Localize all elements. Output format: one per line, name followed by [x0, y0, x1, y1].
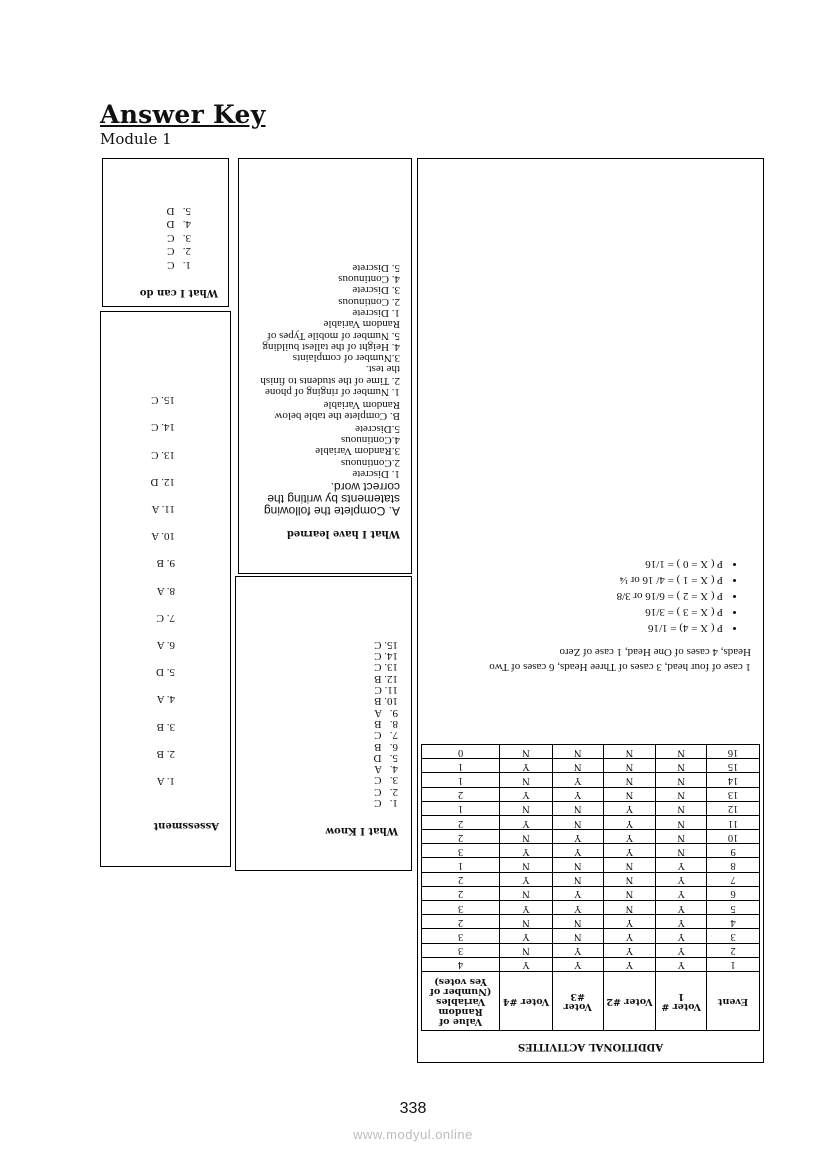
list-item: 5. Number of mobile Types of Random Variable — [264, 318, 400, 342]
answer-item: 1. C — [167, 259, 191, 271]
table-cell: N — [500, 745, 553, 759]
answer-item: 8. B — [374, 717, 398, 730]
answer-item: 3. C — [167, 232, 191, 244]
assessment-heading: Assessment — [153, 820, 219, 831]
table-row — [422, 745, 760, 759]
table-cell: N — [552, 801, 603, 815]
list-item: 2. Continuous — [338, 295, 400, 308]
answer-item: 5. D — [373, 751, 398, 764]
answer-item: 15. C — [374, 638, 398, 651]
table-cell: Y — [603, 844, 656, 858]
part-a-list — [315, 423, 400, 479]
list-item: 4. Height of the tallest building — [262, 340, 400, 353]
table-cell: Y — [656, 886, 707, 900]
table-cell: Y — [500, 872, 553, 886]
table-cell: N — [552, 745, 603, 759]
table-cell: N — [603, 745, 656, 759]
table-cell: N — [603, 787, 656, 801]
table-cell: 2 — [422, 915, 500, 929]
table-cell: 10 — [707, 830, 760, 844]
table-cell: Y — [656, 901, 707, 915]
table-cell: Y — [500, 929, 553, 943]
table-cell: N — [656, 815, 707, 829]
table-cell: Y — [552, 844, 603, 858]
part-b-intro: B. Complete the table below Random Variable — [274, 398, 400, 422]
answer-item: 3. B — [156, 720, 175, 733]
table-cell: 1 — [422, 773, 500, 787]
answer-item: 7. C — [156, 611, 175, 624]
table-cell: N — [552, 929, 603, 943]
answer-item: 1. C — [374, 797, 398, 809]
table-cell: 3 — [422, 929, 500, 943]
table-cell: N — [656, 801, 707, 815]
table-cell: N — [603, 773, 656, 787]
table-cell: 1 — [422, 858, 500, 872]
what-i-have-learned-box — [238, 158, 412, 574]
probability-item: • P ( X = 3 ) = 3/16 — [617, 604, 723, 620]
list-item: 4.Continuous — [341, 434, 400, 447]
probability-item: • P ( X = 0 ) = 1/16 — [617, 556, 723, 572]
table-row — [422, 830, 760, 844]
table-cell: Y — [500, 957, 553, 971]
table-header-cell: Event — [707, 972, 760, 1031]
answer-item: 2. B — [156, 747, 175, 760]
assessment-box — [100, 311, 231, 867]
answer-item: 12. D — [150, 475, 175, 488]
assessment-list — [151, 386, 175, 794]
answer-item: 7. C — [374, 729, 398, 742]
table-cell: Y — [603, 943, 656, 957]
answer-item: 12. B — [374, 672, 398, 685]
table-cell: 2 — [707, 943, 760, 957]
probability-item: • P ( X = 1 ) = 4/ 16 or ¼ — [617, 572, 723, 588]
table-header-cell: Voter #4 — [500, 972, 553, 1031]
table-cell: Y — [656, 915, 707, 929]
answer-item: 2. C — [374, 785, 398, 798]
table-cell: Y — [603, 957, 656, 971]
table-row — [422, 872, 760, 886]
answer-item: 1. A — [156, 775, 175, 787]
answer-item: 4. D — [166, 218, 191, 231]
table-cell: N — [500, 801, 553, 815]
answer-item: 10. A — [151, 530, 175, 543]
table-cell: 4 — [422, 957, 500, 971]
table-cell: N — [656, 745, 707, 759]
table-row — [422, 801, 760, 815]
table-cell: Y — [552, 773, 603, 787]
table-cell: Y — [500, 787, 553, 801]
answer-item: 4. A — [374, 763, 398, 776]
table-row — [422, 815, 760, 829]
answer-item: 11. A — [151, 502, 175, 515]
table-cell: Y — [500, 844, 553, 858]
table-cell: 2 — [422, 872, 500, 886]
what-i-know-box — [235, 576, 412, 871]
table-cell: 3 — [422, 901, 500, 915]
table-cell: Y — [603, 830, 656, 844]
probability-item: • P ( X = 4) = 1/16 — [617, 620, 723, 636]
table-row — [422, 901, 760, 915]
answer-item: 14. C — [374, 650, 398, 663]
answer-item: 13. C — [151, 448, 175, 461]
table-cell: 13 — [707, 787, 760, 801]
additional-activities-heading: ADDITIONAL ACTIVITIES — [517, 1041, 664, 1052]
table-cell: 2 — [422, 787, 500, 801]
table-header-cell: Voter # 1 — [656, 972, 707, 1031]
table-cell: N — [500, 915, 553, 929]
list-item: 1. Discrete — [352, 468, 400, 480]
table-cell: 15 — [707, 759, 760, 773]
probability-list — [617, 556, 723, 636]
table-cell: Y — [656, 858, 707, 872]
table-cell: N — [603, 858, 656, 872]
table-cell: N — [603, 872, 656, 886]
voting-table — [421, 744, 760, 1031]
table-cell: N — [552, 872, 603, 886]
answer-item: 11. C — [374, 684, 398, 697]
page-subtitle: Module 1 — [100, 130, 172, 148]
list-item: 5. Discrete — [352, 261, 400, 274]
table-row — [422, 957, 760, 971]
list-item: 1. Number of ringing of phone — [264, 386, 400, 398]
table-cell: Y — [603, 801, 656, 815]
table-cell: N — [552, 759, 603, 773]
answer-item: 5. D — [156, 666, 175, 679]
answer-item: 14. C — [151, 421, 175, 434]
summary-text: 1 case of four head, 3 cases of Three Heads, 6 cases of Two Heads, 4 cases of One Head, 1 case of Zero — [489, 646, 751, 673]
table-cell: Y — [656, 943, 707, 957]
table-cell: Y — [603, 915, 656, 929]
list-item: 1. Discrete — [352, 306, 400, 319]
table-cell: N — [656, 830, 707, 844]
probability-item: • P ( X = 2 ) = 6/16 or 3/8 — [617, 588, 723, 604]
table-header-cell: Value of Random Variables (Number of Yes votes) — [422, 972, 500, 1031]
table-cell: Y — [603, 929, 656, 943]
table-cell: 3 — [707, 929, 760, 943]
table-cell: 2 — [422, 886, 500, 900]
table-row — [422, 943, 760, 957]
table-cell: N — [500, 858, 553, 872]
answer-item: 3. C — [374, 774, 398, 787]
table-cell: N — [500, 943, 553, 957]
table-cell: Y — [552, 886, 603, 900]
table-cell: N — [603, 759, 656, 773]
table-row — [422, 759, 760, 773]
table-cell: N — [656, 773, 707, 787]
table-row — [422, 844, 760, 858]
table-cell: N — [552, 915, 603, 929]
answer-item: 10. B — [374, 695, 398, 708]
what-i-know-list — [374, 639, 398, 808]
table-cell: 14 — [707, 773, 760, 787]
table-cell: Y — [552, 787, 603, 801]
table-cell: 11 — [707, 815, 760, 829]
table-cell: N — [656, 787, 707, 801]
table-cell: 1 — [707, 957, 760, 971]
list-item: 3. Discrete — [352, 284, 400, 297]
table-cell: N — [552, 858, 603, 872]
answer-item: 6. A — [156, 638, 175, 651]
table-cell: Y — [552, 901, 603, 915]
part-a-intro: A. Complete the following statements by writing the correct word. — [263, 480, 400, 518]
table-cell: 2 — [422, 830, 500, 844]
list-item: 5.Discrete — [355, 422, 400, 435]
table-header-cell: Voter #3 — [552, 972, 603, 1031]
answer-item: 6. B — [374, 740, 398, 753]
table-cell: N — [603, 901, 656, 915]
table-cell: N — [603, 886, 656, 900]
table-cell: 4 — [707, 915, 760, 929]
table-cell: Y — [603, 815, 656, 829]
answer-item: 5. D — [166, 205, 191, 217]
table-cell: 5 — [707, 901, 760, 915]
answer-item: 9. B — [156, 557, 175, 570]
page-title: Answer Key — [100, 100, 266, 129]
table-cell: N — [552, 815, 603, 829]
table-cell: 1 — [422, 759, 500, 773]
table-cell: Y — [500, 901, 553, 915]
table-cell: 8 — [707, 858, 760, 872]
table-row — [422, 886, 760, 900]
table-row — [422, 858, 760, 872]
what-i-have-learned-heading: What I have learned — [286, 528, 400, 539]
list-item: 4. Continuous — [338, 273, 400, 286]
list-item: 3.Random Variable — [315, 445, 400, 458]
table-row — [422, 929, 760, 943]
table-cell: Y — [552, 957, 603, 971]
page-number: 338 — [399, 1100, 427, 1117]
table-cell: 12 — [707, 801, 760, 815]
answer-item: 8. A — [156, 584, 175, 597]
answer-item: 4. A — [156, 693, 175, 706]
table-cell: 7 — [707, 872, 760, 886]
table-header-cell: Voter #2 — [603, 972, 656, 1031]
what-i-can-do-heading: What I can do — [139, 287, 218, 298]
table-row — [422, 787, 760, 801]
what-i-know-heading: What I Know — [325, 825, 398, 836]
answer-item: 9. A — [374, 706, 398, 719]
what-i-can-do-box — [102, 158, 229, 307]
table-cell: 1 — [422, 801, 500, 815]
table-cell: 6 — [707, 886, 760, 900]
list-item: 2.Continuous — [341, 456, 400, 469]
list-item: 3.Number of complaints — [292, 352, 400, 365]
table-row — [422, 773, 760, 787]
table-cell: N — [500, 773, 553, 787]
table-cell: N — [500, 886, 553, 900]
table-cell: 16 — [707, 745, 760, 759]
answer-item: 15. C — [151, 394, 175, 407]
answer-item: 2. C — [167, 245, 191, 258]
table-cell: Y — [500, 759, 553, 773]
table-cell: N — [656, 844, 707, 858]
additional-activities-box — [417, 158, 764, 1063]
answer-item: 13. C — [374, 661, 398, 674]
table-cell: N — [500, 830, 553, 844]
part-b-list — [250, 261, 400, 397]
table-row — [422, 915, 760, 929]
table-cell: N — [656, 759, 707, 773]
table-cell: Y — [500, 815, 553, 829]
table-cell: 3 — [422, 943, 500, 957]
table-cell: Y — [656, 872, 707, 886]
table-cell: Y — [552, 943, 603, 957]
table-cell: Y — [656, 929, 707, 943]
what-i-can-do-list — [167, 204, 191, 272]
list-item: 2. Time of the students to finish the test. — [257, 363, 400, 387]
watermark: www.modyul.online — [353, 1127, 473, 1142]
table-cell: 2 — [422, 815, 500, 829]
table-cell: Y — [552, 830, 603, 844]
table-cell: Y — [656, 957, 707, 971]
table-cell: 9 — [707, 844, 760, 858]
table-cell: 0 — [422, 745, 500, 759]
table-cell: 3 — [422, 844, 500, 858]
